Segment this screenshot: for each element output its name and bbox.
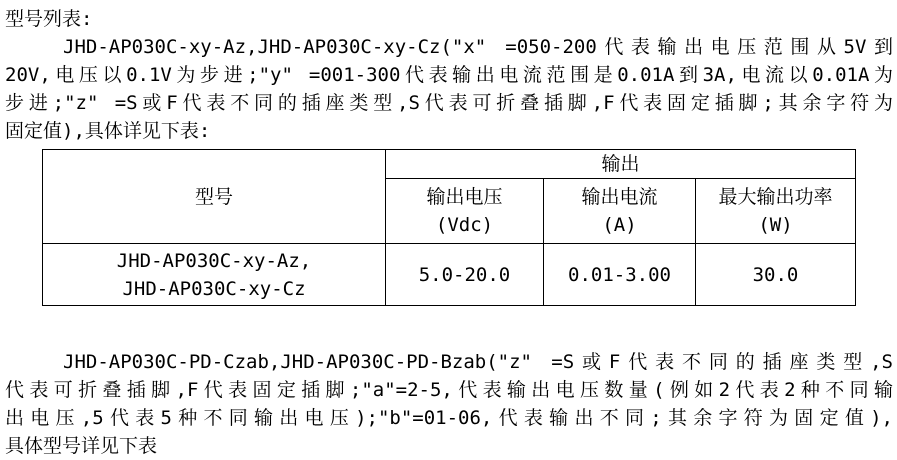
current-value: 0.01-3.00 [544, 244, 696, 306]
paragraph-model-xy [5, 33, 893, 145]
paragraph-line: 出电压,5代表5种不同输出电压);"b"=01-06,代表输出不同;其余字符为固定值), [5, 407, 893, 429]
model-cell [43, 244, 386, 306]
power-value: 30.0 [696, 244, 856, 306]
current-header-unit: (A) [602, 214, 637, 236]
output-group-header: 输出 [386, 150, 856, 179]
paragraph-line: 步进;"z" =S或F代表不同的插座类型,S代表可折叠插脚,F代表固定插脚;其余字符为 [5, 92, 893, 114]
power-header-unit: (W) [758, 214, 793, 236]
section-heading: 型号列表: [5, 8, 93, 30]
current-column-header [544, 179, 696, 244]
paragraph-line: JHD-AP030C-PD-Czab,JHD-AP030C-PD-Bzab("z" =S或F代表不同的插座类型,S [63, 351, 893, 373]
paragraph-line: 代表可折叠插脚,F代表固定插脚;"a"=2-5,代表输出电压数量(例如2代表2种不同输 [5, 379, 893, 401]
table-row [43, 244, 856, 306]
model-name-line2: JHD-AP030C-xy-Cz [122, 277, 306, 300]
model-name-line1: JHD-AP030C-xy-Az, [116, 249, 312, 272]
voltage-header-label: 输出电压 [426, 186, 503, 208]
power-header-label: 最大输出功率 [718, 186, 833, 208]
voltage-value: 5.0-20.0 [386, 244, 544, 306]
paragraph-line: JHD-AP030C-xy-Az,JHD-AP030C-xy-Cz("x" =050-200代表输出电压范围从5V到 [63, 36, 893, 58]
paragraph-line-cutoff: 具体型号详见下表 [5, 435, 158, 457]
voltage-column-header [386, 179, 544, 244]
paragraph-line: 固定值),具体详见下表: [5, 120, 211, 142]
power-column-header [696, 179, 856, 244]
voltage-header-unit: (Vdc) [435, 214, 494, 236]
paragraph-model-pd [5, 348, 893, 460]
current-header-label: 输出电流 [581, 186, 658, 208]
output-spec-table [42, 149, 856, 306]
model-column-header: 型号 [43, 150, 386, 244]
paragraph-line: 20V,电压以0.1V为步进;"y" =001-300代表输出电流范围是0.01A到3A,电流以0.01A为 [5, 64, 893, 86]
